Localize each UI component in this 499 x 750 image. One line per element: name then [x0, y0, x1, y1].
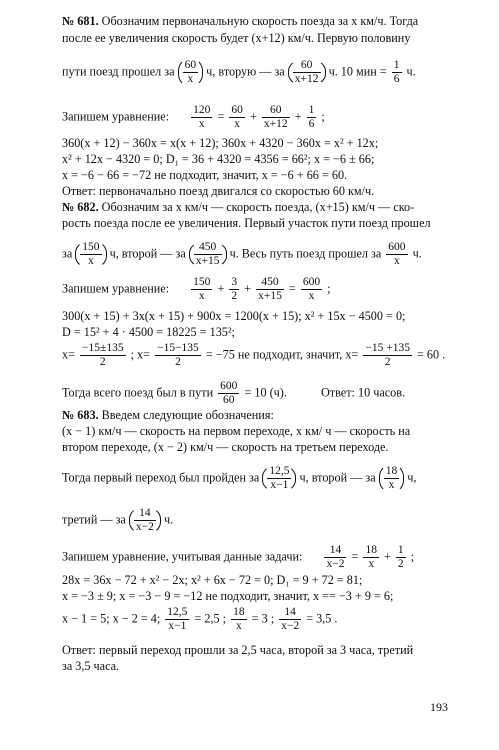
numerator: 1 [308, 104, 315, 116]
p681-text-2: после ее увеличения скорость будет (x+12) км/ч. Первую половину [62, 31, 411, 45]
denominator: x−1 [168, 620, 187, 632]
fraction [384, 465, 400, 492]
numerator: 14 [134, 507, 156, 521]
fraction [396, 544, 406, 571]
p682-text-3b: ч, второй — за [109, 246, 186, 261]
denominator: x+12 [263, 118, 288, 130]
numerator: 60 [293, 59, 321, 73]
operator: + [249, 109, 257, 124]
operator: ; [410, 549, 415, 564]
numerator: −15−135 [157, 342, 199, 354]
paren-group [288, 58, 326, 87]
p681-answer [62, 184, 374, 199]
p681-equation [62, 104, 325, 131]
operator: + [294, 109, 302, 124]
paren-group [262, 464, 296, 493]
solution-line: D = 15² + 4 · 4500 = 18225 = 135²; [62, 325, 235, 339]
denominator: x [198, 290, 205, 302]
p681-solution-1 [62, 136, 378, 151]
numerator: 18 [233, 606, 245, 618]
p681-text-3b: ч, вторую — за [206, 64, 285, 79]
paren-group [75, 240, 106, 269]
answer-text: Ответ: первоначально поезд двигался со скоростью 60 км/ч. [62, 184, 375, 198]
fraction [191, 104, 212, 131]
p682-solution-1 [62, 309, 405, 324]
denominator: 60 [223, 394, 235, 406]
denominator: 2 [397, 558, 404, 570]
fraction [80, 241, 101, 268]
denominator: x [234, 118, 241, 130]
p682-line-1 [62, 200, 414, 215]
p681-line-3 [62, 58, 416, 87]
fraction [293, 59, 321, 86]
eq-label: Запишем уравнение: [62, 109, 170, 124]
p681-text-3a: пути поезд прошел за [62, 64, 175, 79]
p681-text-3d: ч. [406, 64, 416, 79]
operator: + [384, 549, 391, 564]
numerator: −15 +135 [365, 342, 410, 354]
fraction [229, 276, 239, 303]
solution-line: x = −3 ± 9; x = −3 − 9 = −12 не подходит, значит, x == −3 + 9 = 6; [62, 589, 394, 603]
eq-label: Запишем уравнение: [62, 281, 170, 296]
denominator: x−2 [326, 558, 345, 570]
p683-answer-1 [62, 643, 413, 658]
numerator: 150 [193, 276, 211, 288]
eq-label: Запишем уравнение, учитывая данные задачи: [62, 549, 303, 564]
p682-label: № 682. [62, 200, 99, 214]
denominator: x+15 [195, 255, 220, 267]
operator: = [288, 281, 296, 296]
p681-solution-3 [62, 168, 347, 183]
fraction [256, 276, 284, 303]
p681-line-1 [62, 14, 418, 29]
check-text: = 3 ; [251, 611, 275, 626]
numerator: 18 [365, 544, 377, 556]
denominator: 2 [384, 356, 391, 368]
p682-total [62, 380, 405, 407]
fraction [301, 276, 322, 303]
operator: + [217, 281, 225, 296]
p683-line-5 [62, 506, 173, 535]
fraction [279, 606, 301, 633]
numerator: 60 [262, 104, 290, 118]
fraction [80, 342, 126, 369]
denominator: 6 [393, 73, 400, 85]
operator: = [351, 549, 359, 564]
answer-text: Ответ: 10 часов. [321, 385, 406, 400]
denominator: x [388, 479, 395, 491]
p683-line-4 [62, 464, 416, 493]
paren-group [129, 506, 161, 535]
numerator: 1 [397, 544, 404, 556]
answer-text: за 3,5 часа. [62, 659, 120, 673]
p681-text-1: Обозначим первоначальную скорость поезда за x км/ч. Тогда [101, 14, 419, 28]
numerator: 450 [256, 276, 284, 290]
p683-text-4c: ч, [407, 470, 417, 485]
p683-line-2 [62, 424, 410, 439]
paren-group [379, 464, 405, 493]
total-text: Тогда всего поезд был в пути [62, 385, 214, 400]
denominator: x [368, 558, 375, 570]
check-text: = 3,5 . [306, 611, 338, 626]
fraction [392, 59, 402, 86]
denominator: x−1 [270, 479, 289, 491]
fraction [307, 104, 317, 131]
operator: = [217, 109, 225, 124]
p682-roots [62, 342, 445, 369]
p682-equation [62, 276, 331, 303]
fraction [262, 104, 290, 131]
denominator: x+12 [294, 73, 319, 85]
numerator: −15±135 [82, 342, 124, 354]
numerator: 120 [193, 104, 211, 116]
numerator: 14 [279, 606, 301, 620]
p683-text-5a: третий — за [62, 512, 126, 527]
operator: ; [327, 281, 331, 296]
denominator: 6 [308, 118, 315, 130]
p682-solution-2 [62, 325, 235, 340]
fraction [231, 606, 247, 633]
solution-line: 28x = 36x − 72 + x² − 2x; x² + 6x − 72 = 0; D₁ = 9 + 72 = 81; [62, 573, 363, 587]
page-number: 193 [430, 700, 448, 714]
p683-text-3: втором переходе, (x − 2) км/ч — скорость на третьем переходе. [62, 440, 389, 454]
p683-text-2: (x − 1) км/ч — скорость на первом переходе, x км/ ч — скорость на [62, 424, 411, 438]
p682-line-3 [62, 240, 422, 269]
p683-text-4b: ч, второй — за [299, 470, 376, 485]
numerator: 3 [231, 276, 238, 288]
solution-line: 360(x + 12) − 360x = x(x + 12); 360x + 4320 − 360x = x² + 12x; [62, 136, 379, 150]
denominator: x [308, 290, 315, 302]
check-text: = 2,5 ; [194, 611, 227, 626]
p683-answer-2 [62, 659, 119, 674]
p682-text-3a: за [62, 246, 73, 261]
p683-solution-2 [62, 589, 393, 604]
numerator: 450 [194, 241, 222, 255]
numerator: 150 [82, 241, 100, 253]
root-text: = −75 не подходит, значит, x= [205, 347, 359, 362]
solution-line: x = −6 − 66 = −72 не подходит, значит, x = −6 + 66 = 60. [62, 168, 348, 182]
p682-text-3d: ч. [412, 246, 422, 261]
fraction [267, 465, 291, 492]
p683-solution-1 [62, 573, 362, 588]
root-text: ; x= [130, 347, 151, 362]
fraction [386, 241, 407, 268]
p681-line-2 [62, 31, 410, 46]
p682-text-1: Обозначим за x км/ч — скорость поезда, (x+15) км/ч — ско- [101, 200, 415, 214]
p682-text-2: рость поезда после ее увеличения. Первый участок пути поезд прошел [62, 216, 431, 230]
numerator: 600 [388, 241, 406, 253]
p683-text-1: Введем следующие обозначения: [101, 408, 274, 422]
numerator: 60 [184, 59, 197, 71]
fraction [363, 342, 412, 369]
paren-group [178, 58, 204, 87]
denominator: x [198, 118, 205, 130]
numerator: 600 [302, 276, 321, 288]
total-text: = 10 (ч). [244, 385, 287, 400]
answer-text: Ответ: первый переход прошли за 2,5 часа, второй за 3 часа, третий [62, 643, 414, 657]
root-text: x= [62, 347, 75, 362]
denominator: x [235, 620, 242, 632]
denominator: 2 [175, 356, 181, 368]
solution-line: 300(x + 15) + 3x(x + 15) + 900x = 1200(x + 15); x² + 15x − 4500 = 0; [62, 309, 406, 323]
denominator: x+15 [258, 290, 282, 302]
p683-check [62, 606, 337, 633]
root-text: = 60 . [417, 347, 446, 362]
numerator: 600 [220, 380, 238, 392]
fraction [191, 276, 212, 303]
operator: + [244, 281, 252, 296]
numerator: 14 [324, 544, 346, 558]
fraction [134, 507, 156, 534]
p681-text-3c: ч. 10 мин = [328, 64, 387, 79]
p683-line-1 [62, 408, 274, 423]
fraction [165, 606, 189, 633]
fraction [363, 544, 379, 571]
denominator: x [88, 255, 94, 267]
fraction [218, 380, 239, 407]
p683-text-5b: ч. [163, 512, 174, 527]
denominator: 2 [231, 290, 238, 302]
p681-solution-2 [62, 152, 374, 167]
denominator: x−2 [281, 620, 300, 632]
denominator: x [394, 255, 400, 267]
p683-line-3 [62, 440, 388, 455]
fraction [183, 59, 199, 86]
fraction [194, 241, 222, 268]
denominator: x [187, 73, 194, 85]
p682-text-3c: ч. Весь путь поезд прошел за [229, 246, 382, 261]
p683-equation [62, 544, 414, 571]
numerator: 1 [393, 59, 400, 71]
numerator: 12,5 [167, 606, 188, 618]
numerator: 12,5 [269, 465, 290, 477]
solution-line: x² + 12x − 4320 = 0; D₁ = 36 + 4320 = 4356 = 66²; x = −6 ± 66; [62, 152, 375, 166]
denominator: 2 [99, 356, 106, 368]
fraction [229, 104, 245, 131]
numerator: 60 [231, 104, 243, 116]
p682-line-2 [62, 216, 431, 231]
numerator: 18 [385, 465, 398, 477]
check-text: x − 1 = 5; x − 2 = 4; [62, 611, 161, 626]
p683-label: № 683. [62, 408, 99, 422]
p683-text-4a: Тогда первый переход был пройден за [62, 470, 260, 485]
paren-group [189, 240, 227, 269]
fraction [324, 544, 346, 571]
denominator: x−2 [135, 521, 154, 533]
p681-label: № 681. [62, 14, 99, 28]
fraction [155, 342, 201, 369]
operator: ; [321, 109, 325, 124]
